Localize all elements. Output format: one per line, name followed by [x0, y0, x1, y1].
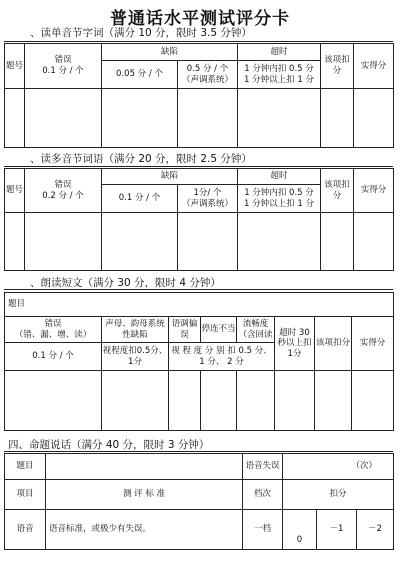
col-overtime-header: 超时 30 秒以上扣1分: [275, 317, 315, 371]
speech-error-label: 语音失误: [243, 454, 283, 480]
col-score-header: 实得分: [354, 169, 394, 213]
col-fluency-header: 流畅度（含回读: [237, 317, 275, 343]
col-defect-header: 缺陷: [102, 44, 238, 61]
row-item: 语音: [5, 510, 46, 550]
section-3-table: [4, 292, 394, 431]
section-4-heading: 四、命题说话（满分 40 分，限时 3 分钟）: [8, 439, 210, 451]
col-standard-header: 测 评 标 准: [46, 480, 243, 510]
col-error-header: 错误 （错、漏、增、读）: [5, 317, 102, 343]
col-item-deduction-header: 该项扣分: [315, 317, 352, 371]
col-overtime-header: 超时: [238, 169, 321, 185]
row-standard: 语音标准，或极少有失误。: [46, 510, 243, 550]
col-defect-tone: 1分/ 个 （声调系统）: [178, 185, 238, 213]
section-3-heading: 、朗读短文（满分 30 分，限时 4 分钟）: [30, 277, 221, 289]
deduction-option-2[interactable]: －2: [357, 510, 394, 550]
col-degree-note-b: 视 程 度 分 别 扣 0.5 分、 1 分、 2 分: [169, 343, 275, 371]
col-grade-header: 档次: [243, 480, 283, 510]
row-grade: 一档: [243, 510, 283, 550]
section-1-heading: 、读单音节字词（满分 10 分，限时 3.5 分钟）: [30, 27, 252, 39]
speech-topic-field[interactable]: [46, 454, 243, 480]
col-score-header: 实得分: [354, 44, 394, 89]
deduction-option-1[interactable]: －1: [317, 510, 357, 550]
section-1-rule: [4, 41, 393, 42]
col-item-header: 项目: [5, 480, 46, 510]
table-row: [5, 89, 394, 148]
col-overtime-rules: 1 分钟内扣 0.5 分 1 分钟以上扣 1 分: [238, 185, 321, 213]
passage-topic-cell[interactable]: [5, 293, 394, 317]
deduction-option-0[interactable]: 0: [283, 510, 317, 550]
col-number-header: 题号: [5, 169, 25, 213]
table-row: [5, 371, 394, 431]
section-1-table: [4, 43, 394, 148]
speech-topic-label: 题目: [5, 454, 46, 480]
section-4-rule: [4, 451, 393, 452]
col-defect-rate: 0.1 分 / 个: [102, 185, 178, 213]
speech-error-count[interactable]: （次）: [283, 454, 394, 480]
col-overtime-header: 超时: [238, 44, 321, 61]
col-score-header: 实得分: [352, 317, 394, 371]
col-defect-tone: 0.5 分 / 个 （声调系统）: [178, 61, 238, 89]
col-error-rate: 0.1 分 / 个: [5, 343, 102, 371]
table-row: [5, 213, 394, 271]
page-title: 普通话水平测试评分卡: [110, 9, 290, 29]
col-overtime-rules: 1 分钟内扣 0.5 分 1 分钟以上扣 1 分: [238, 61, 321, 89]
col-error-header: 错误 0.2 分 / 个: [25, 169, 102, 213]
col-number-header: 题号: [5, 44, 25, 89]
col-pause-header: 停连不当: [201, 317, 237, 343]
table-row: [5, 510, 394, 550]
col-error-header: 错误 0.1 分 / 个: [25, 44, 102, 89]
passage-topic-label: 题目: [8, 299, 26, 310]
section-4-table: [4, 453, 394, 550]
section-2-rule: [4, 166, 393, 167]
section-2-heading: 、读多音节词语（满分 20 分，限时 2.5 分钟）: [30, 153, 252, 165]
col-intonation-header: 语调偏误: [169, 317, 201, 343]
col-defect-rate: 0.05 分 / 个: [102, 61, 178, 89]
section-2-table: [4, 168, 394, 271]
col-degree-note-a: 视程度扣0.5分、1分: [102, 343, 169, 371]
section-3-rule: [4, 289, 393, 290]
col-defect-header: 缺陷: [102, 169, 238, 185]
col-item-deduction-header: 该项扣分: [321, 44, 354, 89]
col-item-deduction-header: 该项扣分: [321, 169, 354, 213]
col-phonetic-defect-header: 声母、韵母系统性缺陷: [102, 317, 169, 343]
col-deduction-header: 扣分: [283, 480, 394, 510]
